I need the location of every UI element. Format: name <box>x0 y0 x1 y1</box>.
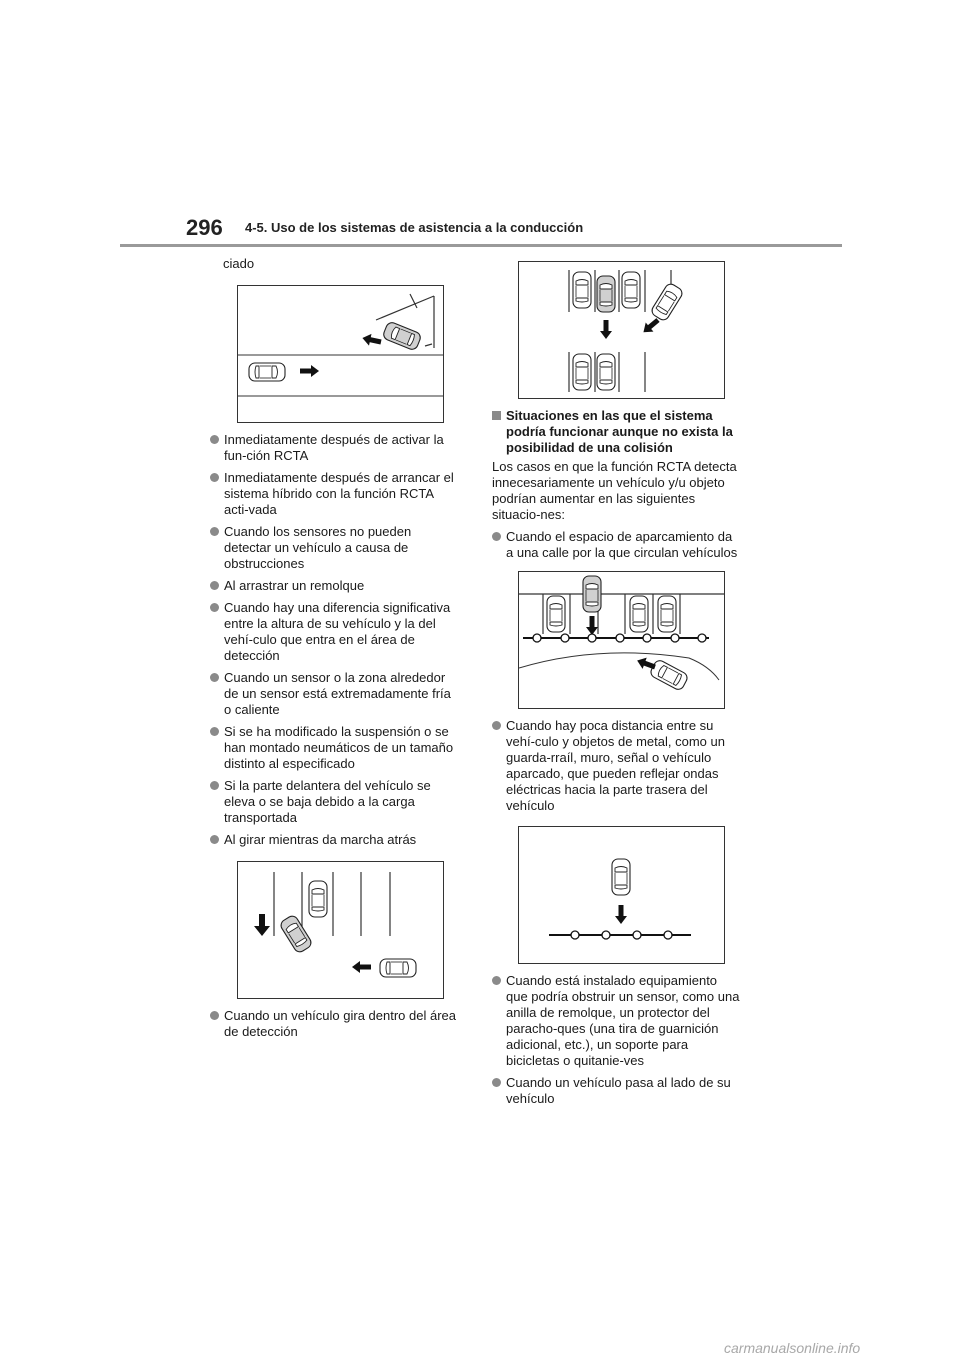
bullet-list-left <box>210 432 460 848</box>
list-item-text: Cuando está instalado equipamiento que podría obstruir un sensor, como una anilla de remolque, un protector del paracho-ques (una tira de guarnición adicional, etc.), un soporte para bicicletas o quitanie-ves <box>506 973 740 1068</box>
header-divider <box>120 244 842 247</box>
list-item-text: Cuando el espacio de aparcamiento da a una calle por la que circulan vehículos <box>506 529 738 560</box>
diagram-parking-rows <box>518 261 725 399</box>
list-item <box>492 529 742 561</box>
bullet-dot <box>210 473 219 482</box>
list-item <box>210 778 460 826</box>
section-title: 4-5. Uso de los sistemas de asistencia a la conducción <box>245 220 584 235</box>
list-item <box>492 718 742 814</box>
list-item <box>492 973 742 1069</box>
list-item-text: Cuando un vehículo pasa al lado de su vehículo <box>506 1075 731 1106</box>
list-item <box>210 578 460 594</box>
bullet-dot <box>210 781 219 790</box>
figure-turning-reverse <box>237 861 460 999</box>
heading-text: Situaciones en las que el sistema podría funcionar aunque no exista la posibilidad de una colisión <box>506 408 733 455</box>
list-item-text: Inmediatamente después de activar la fun-ción RCTA <box>224 432 444 463</box>
list-item-text: Cuando un vehículo gira dentro del área de detección <box>224 1008 456 1039</box>
list-item-text: Cuando hay una diferencia significativa entre la altura de su vehículo y la del vehí-culo que entra en el área de detección <box>224 600 451 663</box>
figure-backing-out-diagonal <box>237 285 460 423</box>
list-item <box>210 832 460 848</box>
figure-metal-objects <box>518 826 742 964</box>
list-item <box>210 670 460 718</box>
diagram-street-facing-parking <box>518 571 725 709</box>
diagram-turning-while-reversing <box>237 861 444 999</box>
list-item-text: Cuando hay poca distancia entre su vehí-culo y objetos de metal, como un guarda-rraíl, muro, señal o vehículo aparcado, que pueden reflejar ondas eléctricas hacia la parte trasera del vehículo <box>506 718 725 813</box>
list-item-text: Inmediatamente después de arrancar el sistema híbrido con la función RCTA acti-vada <box>224 470 454 517</box>
list-item-text: Cuando un sensor o la zona alrededor de un sensor está extremadamente fría o caliente <box>224 670 451 717</box>
bullet-dot <box>210 1011 219 1020</box>
list-item-text: Al arrastrar un remolque <box>224 578 365 593</box>
bullet-dot <box>210 603 219 612</box>
list-item-text: Al girar mientras da marcha atrás <box>224 832 417 847</box>
heading-square-icon <box>492 411 501 420</box>
bullet-dot <box>210 673 219 682</box>
watermark-logo: carmanualsonline.info <box>724 1340 861 1356</box>
bullet-dot <box>492 721 501 730</box>
diagram-parking-exit-diagonal <box>237 285 444 423</box>
figure-parking-rows <box>518 261 742 399</box>
continuation-text: ciado <box>223 256 255 271</box>
diagram-metal-objects-behind <box>518 826 725 964</box>
figure-street-facing-parking <box>518 571 742 709</box>
bullet-dot <box>492 976 501 985</box>
right-column <box>492 261 742 1113</box>
list-item <box>210 470 460 518</box>
list-item <box>210 432 460 464</box>
bullet-dot <box>210 581 219 590</box>
list-item <box>492 1075 742 1107</box>
subsection-heading <box>492 408 742 456</box>
left-column <box>210 256 460 1046</box>
list-item <box>210 600 460 664</box>
bullet-dot <box>210 435 219 444</box>
bullet-dot <box>492 532 501 541</box>
bullet-dot <box>210 527 219 536</box>
page-number: 296 <box>186 215 223 240</box>
list-item-text: Si la parte delantera del vehículo se eleva o se baja debido a la carga transportada <box>224 778 431 825</box>
list-item <box>210 724 460 772</box>
bullet-dot <box>210 727 219 736</box>
intro-paragraph: Los casos en que la función RCTA detecta innecesariamente un vehículo y/u objeto podrían aumentar en las siguientes situacio-nes: <box>492 459 737 522</box>
list-item <box>210 1008 460 1040</box>
list-item-text: Si se ha modificado la suspensión o se han montado neumáticos de un tamaño distinto al especificado <box>224 724 454 771</box>
list-item-text: Cuando los sensores no pueden detectar un vehículo a causa de obstrucciones <box>224 524 412 571</box>
bullet-dot <box>492 1078 501 1087</box>
bullet-dot <box>210 835 219 844</box>
list-item <box>210 524 460 572</box>
